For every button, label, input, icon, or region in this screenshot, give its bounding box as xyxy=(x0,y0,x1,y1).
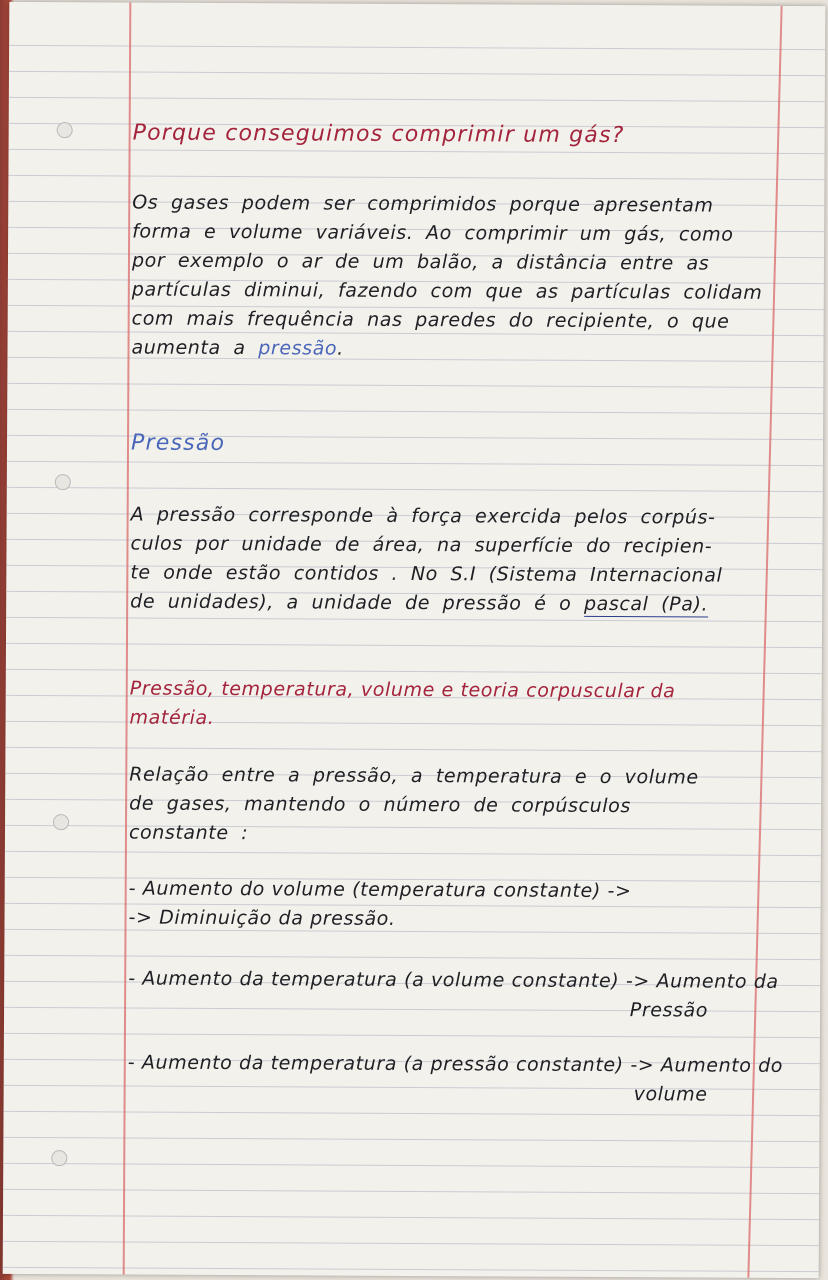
punch-hole xyxy=(55,474,71,490)
punch-hole xyxy=(51,1150,67,1166)
relation-line: de gases, mantendo o número de corpúsculos xyxy=(129,792,631,818)
definition-line: culos por unidade de área, na superfície do recipien- xyxy=(130,532,713,558)
bullet-line: volume xyxy=(633,1083,708,1106)
handwritten-notes xyxy=(127,3,784,1278)
bullet-line: Pressão xyxy=(629,999,709,1022)
definition-last-line xyxy=(130,588,770,620)
bullet-item xyxy=(127,1049,784,1110)
pressure-definition xyxy=(130,501,771,620)
bullet-line: -> Diminuição da pressão. xyxy=(128,906,396,930)
relation-line: Relação entre a pressão, a temperatura e o volume xyxy=(129,763,699,789)
relation-paragraph xyxy=(129,761,769,851)
question-heading: Porque conseguimos comprimir um gás? xyxy=(132,120,625,149)
intro-line: com mais frequência nas paredes do recipiente, o que xyxy=(131,307,730,333)
section-title-line: Pressão, temperatura, volume e teoria corpuscular da xyxy=(129,677,676,703)
definition-line: te onde estão contidos . No S.I (Sistema Internacional xyxy=(130,561,723,587)
bullet-item xyxy=(128,875,768,936)
pressure-heading: Pressão xyxy=(130,430,226,457)
definition-last-prefix: de unidades), a unidade de pressão é o xyxy=(130,590,585,615)
intro-last-prefix: aumenta a xyxy=(131,336,259,360)
bullet-line: - Aumento do volume (temperatura constante) -> xyxy=(128,877,632,903)
intro-last-line xyxy=(131,334,771,366)
intro-last-suffix: . xyxy=(337,337,344,360)
intro-line: forma e volume variáveis. Ao comprimir um gás, como xyxy=(132,220,734,246)
pressure-highlight: pressão xyxy=(258,337,338,360)
intro-line: partículas diminui, fazendo com que as partículas colidam xyxy=(131,278,763,304)
bullet-item xyxy=(128,965,779,1026)
intro-line: por exemplo o ar de um balão, a distância entre as xyxy=(131,249,710,275)
intro-line: Os gases podem ser comprimidos porque apresentam xyxy=(132,191,714,217)
punch-hole xyxy=(57,122,73,138)
bullet-line: - Aumento da temperatura (a volume constante) -> Aumento da xyxy=(128,967,779,993)
definition-line: A pressão corresponde à força exercida pelos corpús- xyxy=(130,503,716,529)
notebook-page xyxy=(3,2,826,1278)
pascal-highlight: pascal (Pa). xyxy=(583,592,709,616)
section-title-line: matéria. xyxy=(129,706,215,729)
relation-line: constante : xyxy=(128,821,249,845)
bullet-line: - Aumento da temperatura (a pressão constante) -> Aumento do xyxy=(127,1051,784,1077)
intro-paragraph xyxy=(131,189,772,366)
punch-hole xyxy=(53,814,69,830)
section-title xyxy=(130,675,770,736)
